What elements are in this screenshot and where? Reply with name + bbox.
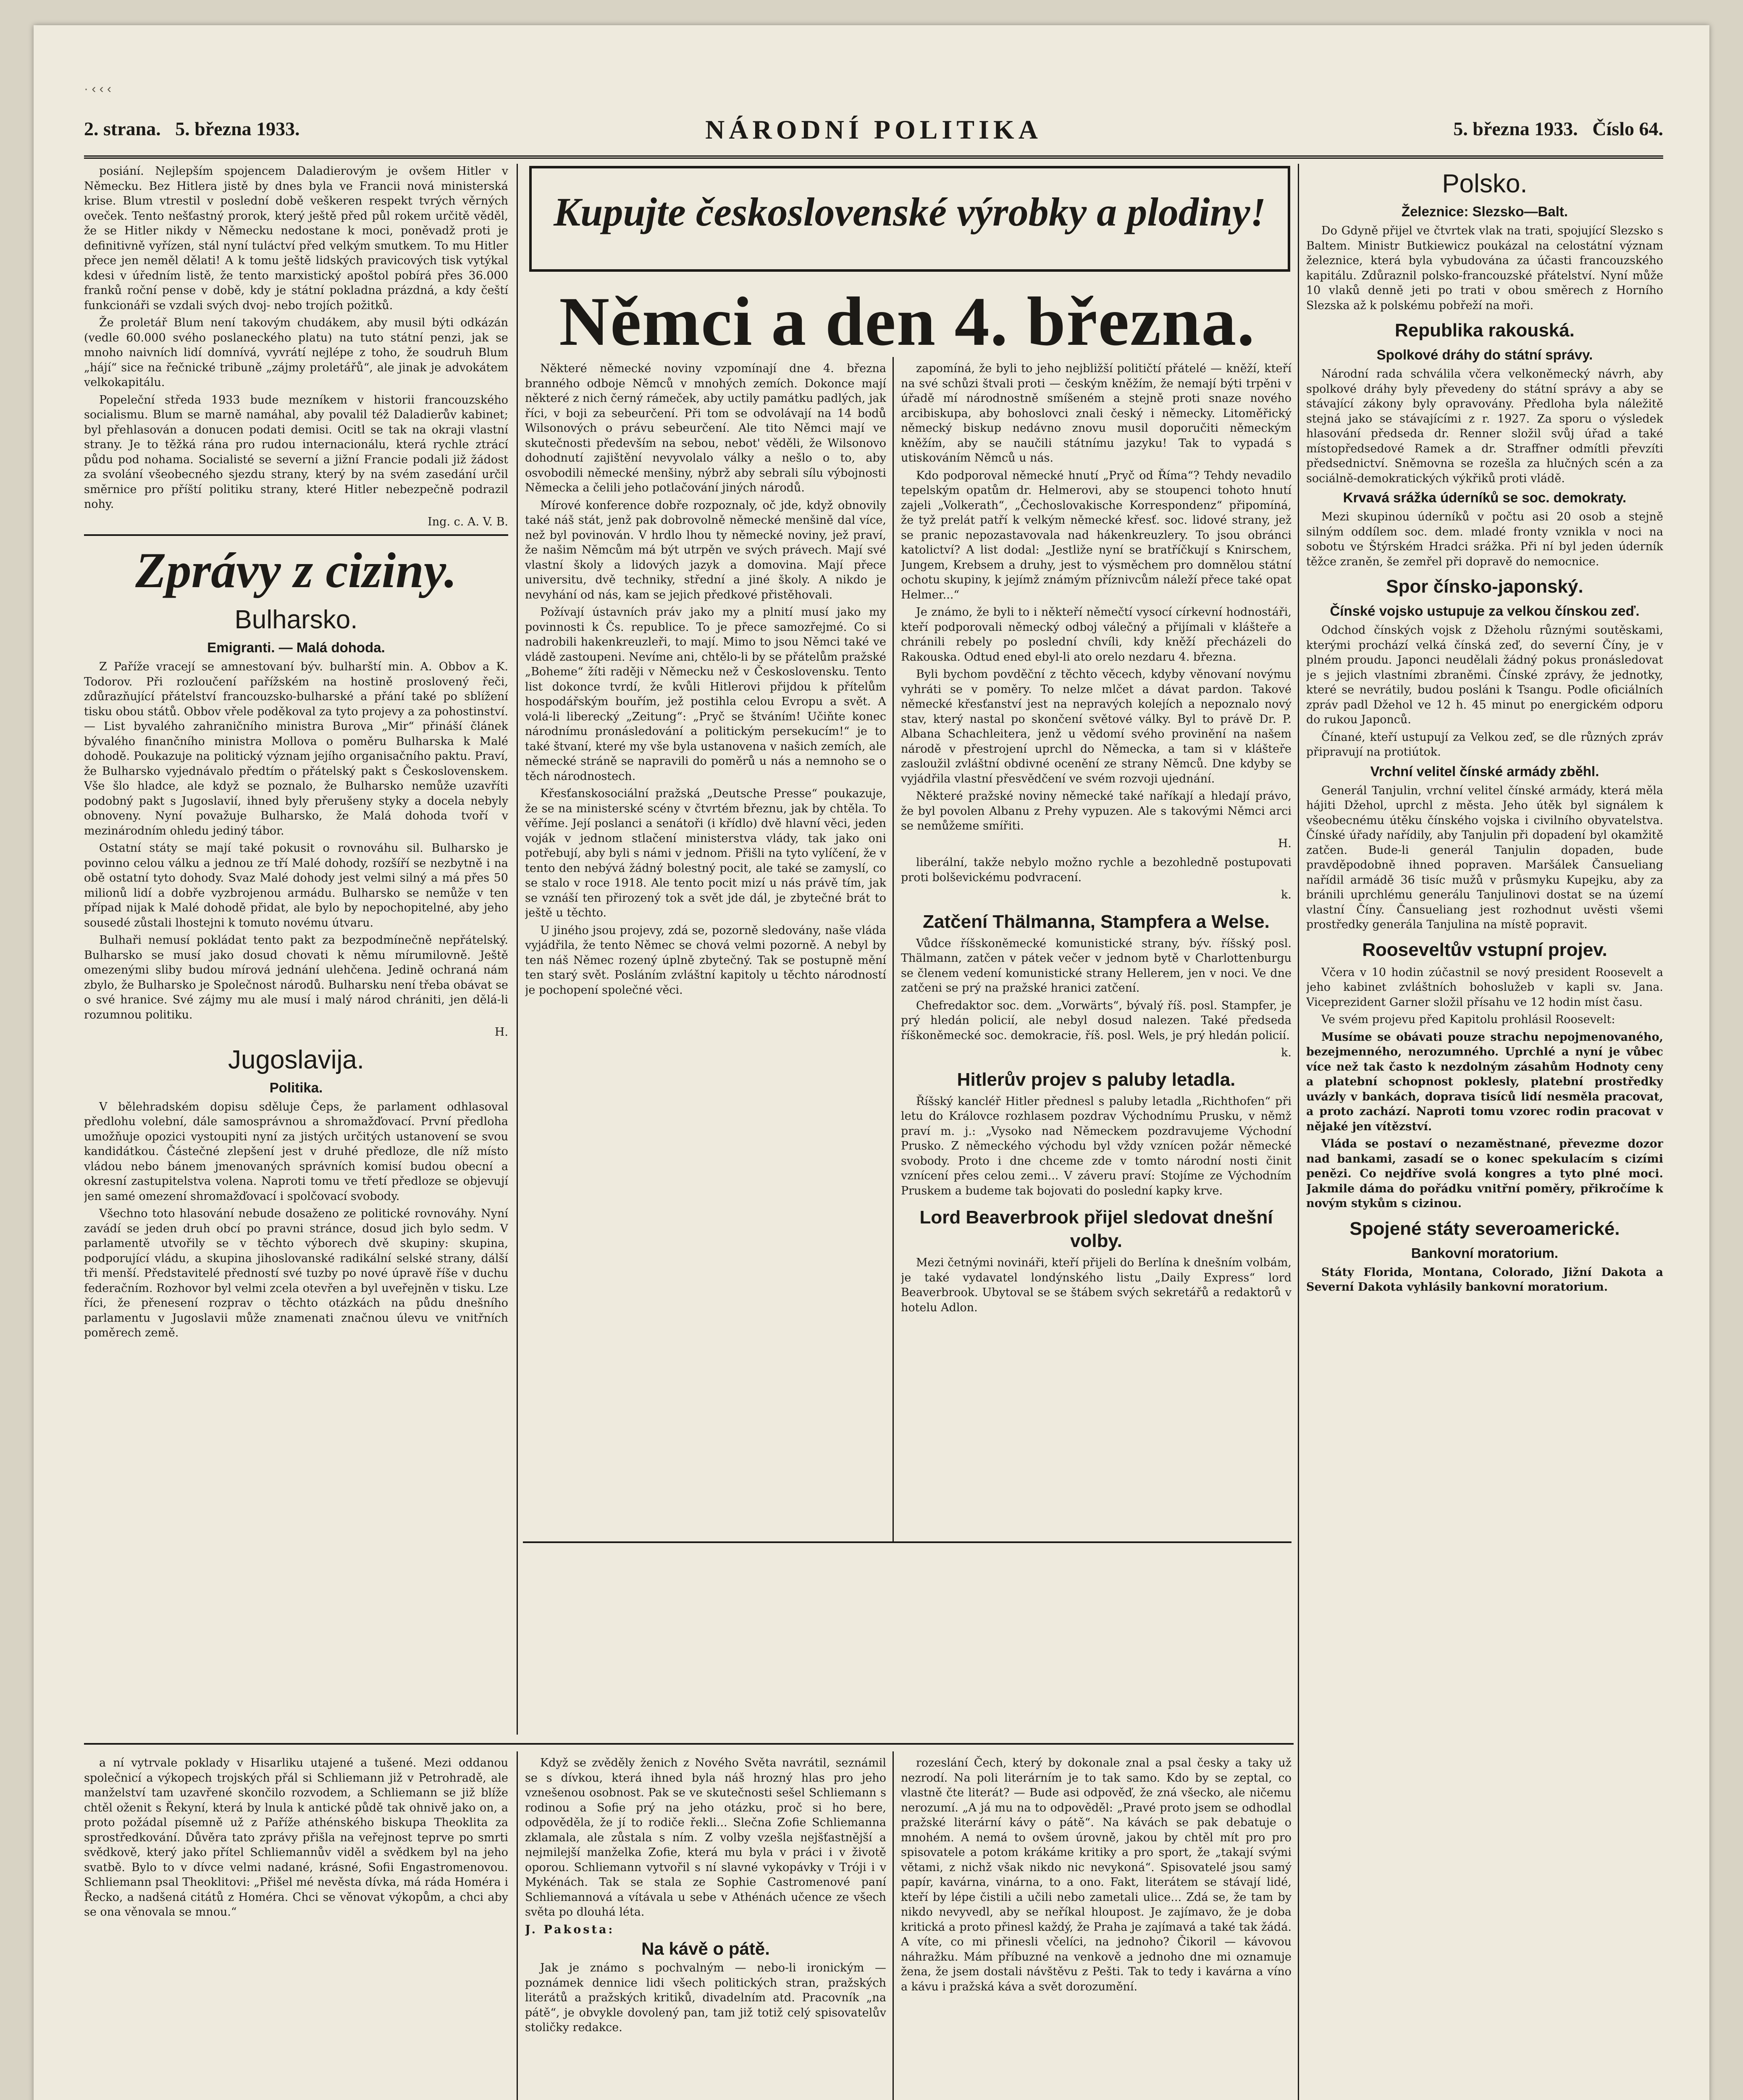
scan-mark: · ‹ ‹ ‹: [84, 82, 111, 96]
article-paragraph: zapomíná, že byli to jeho nejbližší političtí přátelé — kněží, kteří na své schůzi štvali proti — českým kněžím, že nemají býti trpěni v úřadě mí národnostně smíšeném a stejně proti snaze nového arcibiskupa, aby bohoslovci znali český i německy. Litoměřický německý biskup nedávno znovu musil doporučiti německým kněžím, aby se naučili státnímu jazyku! Tak to vypadá s utiskováním Němců u nás.: [901, 362, 1292, 465]
feuilleton-column-1: [84, 1756, 508, 2100]
author-signature: H.: [494, 1026, 508, 1039]
section-heading-sino-japanese: Spor čínsko-japonský.: [1386, 576, 1583, 597]
divider: [84, 534, 508, 536]
article-paragraph: Byli bychom povděční z těchto věcech, kdyby věnovaní novýmu vyhráti se v poměry. To nelze mlčet a dávat pardon. Takové německé křesťanství jest na nepravých kolejích a nepoznalo nový stav, který nastal po skončení světové války. Byl to právě Dr. P. Albana Schachleitera, jenž u vědomí svého provinění na našem národě v přestrojení uprchl do Německa, a tam si v klášteře zasloužil zvláštní obdivné ocenění ze strany Němců. Dne kdyby se vyjádřila vlastní přesvědčení ve svém rozvoji ujednání.: [901, 668, 1292, 785]
issue-number: Číslo 64.: [1592, 118, 1663, 139]
article-paragraph: Popeleční středa 1933 bude mezníkem v historii francouzského socialismu. Blum se marně namáhal, aby povalil též Daladierův kabinet; byl přehlasován a donucen podati demisi. Ocitl se tak na okraji vlastní strany. Je to těžká rána pro rudou internacionálu, která rychle ztrácí půdu pod nohama. Socialisté se severní a jižní Francie podali již žádost za svolání všeobecného sjezdu strany, který by na svém zasedání určil směrnice pro příští politiku strany, které Hitler nebezpečně podrazil nohy.: [84, 393, 508, 511]
article-paragraph: Křesťanskosociální pražská „Deutsche Presse“ poukazuje, že se na ministerské scény v čtvrtém březnu, jak by chtěla. To věříme. Její poslanci a senátoři (i křídlo) dvě hlavní věci, jeden voják v jednom stlačení ministerstva vlády, tak jako oni potřebují, aby byli s námi v jednom. Přišli na tyto vylíčení, že v tento den nebývá žádný bolestný pocit, ale také se zamyslí, co se stalo v roce 1918. Ale tento pocit mizí u nás právě tím, jak se vznáší ten přirozený tok a svět jde dál, je zbytečné brát to ještě u těchto.: [525, 787, 886, 919]
feuilleton-paragraph: Když se zvěděly ženich z Nového Světa navrátil, seznámil se s dívkou, která ihned byla náš hrozný hlas pro jeho vznešenou osobnost. Pak se ve skutečnosti sešel Schliemann s rodinou a Sofie prý na jeho otázku, proč si ho bere, odpověděla, že jí to rodiče řekli... Slečna Zofie Schliemanna zklamala, ale zůstala s ním. Z volby vzešla nejšťastnější a nejmilejší manželka Zofie, která mu byla v práci i v životě oporou. Schliemann vytvořil s ní slavné vykopávky v Tróji i v Mykénách. Tak se stala ze Sophie Castromenové paní Schliemannová a vítávala u sebe v Athénách učence ze všech světa po dlouhá léta.: [525, 1756, 886, 1919]
column-rule: [892, 1751, 894, 2100]
column-rule: [517, 1751, 518, 2100]
subheading: Emigranti. — Malá dohoda.: [207, 640, 385, 655]
headline: Němci a den 4. března.: [559, 283, 1255, 360]
column-1: [84, 164, 508, 1739]
section-heading-foreign-news: Zprávy z ciziny.: [135, 542, 457, 598]
article-paragraph: Všechno toto hlasování nebude dosaženo ze politické rovnováhy. Nyní zavádí se jeden druh obcí po pravni stránce, dosud jich bylo sedm. V parlamentě utvořily se v těchto výborech dvě skupiny: skupina, podporující vládu, a skupina jihoslovanské radikální selské strany, dálší tři menší. Představitelé předností své tuzby po nové úpravě říše v duchu federačním. Rozhovor byl velmi zcela otevřen a byl uveřejněn v tisku. Lze říci, že přenesení rozprav o těchto otázkách na půdu dnešního parlamentu v Jugoslavii může znamenati značnou úlevu ve vnitřních poměrech země.: [84, 1207, 508, 1339]
article-paragraph: Říšský kancléř Hitler přednesl s paluby letadla „Richthofen“ při letu do Královce rozhlasem pozdrav Východnímu Prusku, v němž praví m. j.: „Vysoko nad Německem pozdravujeme Východní Prusko. Z německého východu byl vždy vznícen požár německé svobody. Proto i dne chceme zde v tomto národní nosti činit vznícení přes celou zemi... V záveru praví: Stojíme ze Východním Pruskem a budeme tak bojovati do poslední kapky krve.: [901, 1095, 1292, 1197]
feuilleton-paragraph: a ní vytrvale poklady v Hisarliku utajené a tušené. Mezi oddanou společnicí a výkopech trojských přál si Schliemann již v Petrohradě, ale manželství tam uzavřené skončilo rozvodem, a Schliemann se již blíže chtěl oženit s Řekyní, která by lnula k antické půdě tak ohnivě jako on, a proto požádal písemně už z Paříže athénského biskupa Theoklita za sprostředkování. Důvěra tato zprávy přišla na veřejnost teprve po smrti svědkově, který jako přítel Schliemannův viděl a svědkem byl na jeho svatbě. Bylo to v dívce velmi nadané, krásné, Sofii Engastromenovou. Schliemann psal Theoklitovi: „Přišel mé nevěsta dívka, má ráda Homéra i Řecko, a nadšená citátů z Homéra. Chci se věnovat výkopům, a chci aby se ona věnovala se mnou.“: [84, 1756, 508, 1919]
country-heading-yugoslavia: Jugoslavija.: [228, 1045, 364, 1074]
article-paragraph: Mezi skupinou úderníků v počtu asi 20 osob a stejně silným oddílem soc. dem. mladé fronty vznikla v noci na sobotu ve Štýrském Hradci srážka. Při ní byl jeden úderník těžce zraněn, še zemřel při dopravě do nemocnice.: [1306, 510, 1663, 568]
article-paragraph: Národní rada schválila včera velkoněmecký návrh, aby spolkové dráhy byly převedeny do státní správy a aby se stávající zákony byly opravovány. Předloha byla náležitě stejná jako se stávajícími z r. 1927. Za sporu o výsledek hlasování předseda dr. Renner složil svůj úřad a také místopředsedové Ramek a dr. Straffner odmítli převzíti předsednictví. Sněmovna se rozešla za hlučných scén a za sociálně-demokratických výkřiků proti vládě.: [1306, 368, 1663, 485]
feuilleton-column-3: [901, 1756, 1292, 2100]
section-heading-roosevelt: Rooseveltův vstupní projev.: [1362, 939, 1607, 960]
column-4: [1306, 164, 1663, 2100]
subheading: Krvavá srážka úderníků se soc. demokraty.: [1343, 490, 1627, 505]
article-heading: Hitlerův projev s paluby letadla.: [957, 1069, 1236, 1090]
article-paragraph: Mezi četnými novináři, kteří přijeli do Berlína k dnešním volbám, je také vydavatel londýnského listu „Daily Express“ lord Beaverbrook. Ubytoval se se štábem svých sekretářů a redaktorů v hotelu Adlon.: [901, 1256, 1292, 1314]
column-3: [901, 361, 1292, 1735]
feuilleton-column-2: [525, 1756, 886, 2100]
article-heading: Lord Beaverbrook přijel sledovat dnešní volby.: [919, 1207, 1273, 1251]
article-paragraph: Generál Tanjulin, vrchní velitel čínské armády, která měla hájiti Džehol, uprchl z města. Jeho útěk byl signálem k všeobecnému útěku čínského vojska i civilního obyvatelstva. Čínské úřady nařídily, aby Tanjulin při dopadení byl okamžitě zatčen. Bude-li generál Tanjulin dopaden, bude pravděpodobně ihned popraven. Maršálek Čansueliang nařídil armádě 36 tisíc mužů v průsmyku Kupejku, aby za bránili uprchlému generálu Tanjulinovi dostat se na území vlastní Číny. Čansueliang jest rozhodnut uvěsti všemi prostředky generála Tanjulina na místě popravit.: [1306, 784, 1663, 931]
author-signature: Ing. c. A. V. B.: [428, 515, 508, 528]
country-heading-bulgaria: Bulharsko.: [234, 605, 358, 634]
article-paragraph: Chefredaktor soc. dem. „Vorwärts“, bývalý říš. posl. Stampfer, je prý hledán policií, ale nebyl dosud nalezen. Také předseda říškoněmecké soc. demokracie, říš. posl. Wels, je prý hledán policií.: [901, 999, 1292, 1042]
article-paragraph: Vláda se postaví o nezaměstnané, převezme dozor nad bankami, zasadí se o konec spekulacím s cizími penězi. Co nejdříve svolá kongres a tyto plné moci. Jakmile dáma do pořádku vnitřní poměry, přikročíme k novým stykům s cizinou.: [1306, 1137, 1663, 1210]
masthead: [84, 109, 1663, 159]
article-paragraph: Vůdce říšskoněmecké komunistické strany, býv. říšský posl. Thälmann, zatčen v pátek večer v jednom bytě v Charlottenburgu se členem vedení komunistické strany Hellerem, jen v noci. Ve dne zatčeni se prý na pražské hranici zatčení.: [901, 937, 1292, 995]
banner-text: Kupujte československé výrobky a plodiny!: [554, 189, 1266, 234]
article-paragraph: Některé pražské noviny německé také naříkají a hledají právo, že byl povolen Albanu z Prehy vypuzen. Ale s takovými Němci arci se nemůžeme smířiti.: [901, 790, 1292, 832]
article-paragraph: Kdo podporoval německé hnutí „Pryč od Říma“? Tehdy nevadilo tepelským opatům dr. Helmerovi, aby se stoupenci tohoto hnutí zajeli „Volkerath“, „Čechoslovakische Korrespondenz“ připomíná, že tyž prelát patří k velkým německé křesť. soc. lidové strany, jež se pranic nepozastavovala nad hákenkreuzlery. To jsou obránci katolictví? A list dodal: „Jestliže nyní se bratříčkují s Knirschem, Jungem, Krebsem a druhy, jest to výsměchem pro domnělou státní ochotu skupiny, k jejímž známým příznivcům náleží přece také opat Helmer...“: [901, 469, 1292, 601]
subheading: Politika.: [269, 1079, 323, 1095]
feuilleton-heading: Na kávě o pátě.: [641, 1939, 770, 1958]
subheading: Vrchní velitel čínské armády zběhl.: [1370, 763, 1599, 779]
column-rule: [517, 164, 518, 1735]
newspaper-page: [34, 25, 1709, 2100]
article-paragraph: Musíme se obávati pouze strachu nepojmenovaného, bezejmenného, nerozumného. Uprchlé a nyní je vůbec více než tak často k nezdolným zásahům Hodnoty ceny a platební schopnost poklesly, platební prostředky uvázly v bankách, doprava tisíců lidí nesměla pracovat, a proto zachází. Naproti tomu vzorec rodin pracovat v nějaké jen vítězství.: [1306, 1030, 1663, 1133]
column-2: [525, 361, 886, 1533]
buy-czechoslovak-banner: [529, 166, 1290, 272]
article-paragraph: Některé německé noviny vzpomínají dne 4. března branného odboje Němců v mnohých zemích. Dokonce mají některé z nich černý rámeček, aby uctily památku padlých, jak říci, v boji za sebeurčení. Při tom se odvolávají na 14 bodů Wilsonových o právu sebeurčení. Ale tito Němci mají ve skutečnosti především na sebou, nebot' věděli, že Wilsonovo dohodnutí zajištění nevyvolalo války a nešlo o to, aby osvobodili německé menšiny, nýbrž aby sebrali sílu výbojnosti Německa a čelili jeho potlačování jiných národů.: [525, 362, 886, 494]
feuilleton-paragraph: Jak je známo s pochvalným — nebo-li ironickým — poznámek dennice lidi všech politických stran, pražských literátů a pražských kritiků, divadelním atd. Pracovník „na pátě“, je obvykle dovolený pan, tam již totiž celý spisovatelův stoličky redakce.: [525, 1961, 886, 2034]
article-paragraph: V bělehradském dopisu sděluje Čeps, že parlament odhlasoval předlohu volební, dále samosprávnou a shromažďovací. První předloha umožňuje opozici vystoupiti nyní za jistých určitých ustanovení se svou kandidátkou. Částečné zlepšení jest v druhé předloze, dle níž místo vládou nebo bánem jmenovaných správních komisí budou obecní a okresní zastupitelstva volena. Naproti tomu ve třetí předloze se objevují jen samé omezení shromažďovací i spolčovací svobody.: [84, 1100, 508, 1203]
date-right: 5. března 1933.: [1453, 118, 1578, 139]
article-paragraph: posiání. Nejlepším spojencem Daladierovým je ovšem Hitler v Německu. Bez Hitlera jistě by dnes byla ve Francii nová ministerská krise. Blum vtrestil v poslední době veškeren respekt tvrých věrných oveček. Tento nešťastný prorok, který ještě před půl rokem určitě věděl, že se Hitler nikdy v Německu nedostane k moci, poněvadž proti je definitivně vyřízen, stál nyní tuláctví před velkým smutkem. To mu Hitler přece jen neměl dělati! A k tomu ještě lidských pravicových tisk vytýkal kdesi v úředním listě, že tento marxistický apoštol pobírá přes 36.000 franků roční pense v době, kdy je státní pokladna prázdná, a kdy čeští funkcionáři se vzdali svých dvoj- nebo trojích požitků.: [84, 165, 508, 312]
article-paragraph: U jiného jsou projevy, zdá se, pozorně sledovány, naše vláda vyjádřila, že tento Němec se chová velmi pozorně. A nebyl by ten náš Němec rozený úplně zbytečný. Tak se postupně mění ten starý svět. Posláním zvláštní kapitoly u těchto národností je pochopení společné věci.: [525, 924, 886, 997]
country-heading-usa: Spojené státy severoamerické.: [1349, 1218, 1620, 1239]
feuilleton-rule: [84, 1743, 1294, 1745]
feuilleton-paragraph: rozeslání Čech, který by dokonale znal a psal česky a taky už nezrodí. Na poli literárním je to tak samo. Kdo by se zeptal, co vlastně čte literát? — Bude asi odpověď, že zná všecko, ale ničemu nerozumí. „A já mu na to odpověděl: „Pravé proto jsem se odhodlal pražské literární kávy o pátě“. Na kávách se pak debatuje o mnohém. A nemá to ovšem úrovně, jakou by chtěl mít pro pro spisovatele a potom krákáme kritiky a pro sport, že „takají svými větami, z nichž však nikdo nic nevykoná“. Spisovatelé jsou samý papír, kavárna, vinárna, to a ono. Fakt, literátem se stávají lidé, kteří by lépe čistili a učili nebo zametali ulice... Zdá se, že tam by nikdo nevyvedl, aby se neříkal hloupost. Je zajímavo, že je doba kritická a proto přinesl každý, že Praha je zajímavá a také tak žádá. A víte, co mi přinesli včelíci, na jednoho? Čikoril — kávovou náhražku. Mám příbuzné na venkově a jednoho dne mi oznamuje žena, že jsem dostali návštěvu z Pešti. Tak to tedy i kavárna a víno a kávu i pražská káva a svět dorozumění.: [901, 1756, 1292, 1993]
author-signature: H.: [1278, 837, 1292, 850]
article-paragraph: Z Paříže vracejí se amnestovaní býv. bulharští min. A. Obbov a K. Todorov. Při rozloučení pařížském na hostině proslovený řeči, zdůrazňující přátelství francouzsko-bulharské a přání také po sblížení tisku obou států. Obbov vřele poděkoval za tyto projevy a za pohostinství. — List byvalého zahraničního ministra Burova „Mir“ přináší článek bývalého finančního ministra Mollova o poměru Bulharska k Malé dohodě. Poukazuje na politický význam jejího organisačního paktu. Praví, že Bulharsko vyjednávalo předtím o přátelský pakt s Československem. Vše šlo hladce, ale když se poznalo, že Bulharsko nemůže uzavříti podobný pakt s Jugoslavií, ihned byly přerušeny styky a docela nebyly obnoveny. Nyní považuje Bulharsko, že Malá dohoda tvoří v mezinárodním ohledu jediný tábor.: [84, 660, 508, 837]
article-paragraph: Bulhaři nemusí pokládat tento pakt za bezpodmínečně nepřátelský. Bulharsko se musí jako dosud chovati k němu mírumilovně. Ještě omezenými sliby budou mírová jednání ulehčena. Jedině ochraná nám zbylo, že Bulharsko je Společnost národů. Bulharsku není třeba obávat se o své hranice. Své zájmy mu ale musí i malý národ chrániti, jen dělá-li rozumnou politiku.: [84, 934, 508, 1021]
author-signature: k.: [1281, 888, 1292, 901]
article-paragraph: Je známo, že byli to i někteří němečtí vysocí církevní hodnostáři, kteří podporovali německý odboj válečný a přijímali v klášteře a chránili rebely po poslední chvíli, kdy kněží přecházeli do Rakouska. Odtud ened ebyl-li ato orelo nezdaru 4. března.: [901, 606, 1292, 664]
article-paragraph: Státy Florida, Montana, Colorado, Jižní Dakota a Severní Dakota vyhlásily bankovní moratorium.: [1306, 1265, 1663, 1294]
masthead-right: [1453, 118, 1663, 140]
column-rule: [892, 357, 894, 1541]
article-paragraph: Odchod čínských vojsk z Džeholu různými soutěskami, kterými prochází velká čínská zeď, do severní Číny, je v plném proudu. Japonci neudělali žádný pokus pronásledovat je s jejich vlastními zbraněmi. Čínské zprávy, že jednotky, které se nevrátily, budou posláni k Tsangu. Podle oficiálních zpráv padl Džehol ve 12 h. 45 minut po energickém odporu do rukou Japonců.: [1306, 624, 1663, 726]
subheading: Železnice: Slezsko—Balt.: [1401, 204, 1568, 219]
article-paragraph: Že proletář Blum není takovým chudákem, aby musil býti odkázán (vedle 60.000 svého poslaneckého platu) na tuto státní penzi, jak se mnoho naivních lidí domnívá, vyvrátí nejlépe z toho, že soudruh Blum „hájí“ sice na řečnické tribuně „zájmy proletářů“, ale jinak je advokátem velkokapitálu.: [84, 316, 508, 389]
article-paragraph: Požívají ústavních práv jako my a plnití musí jako my povinnosti k Čs. republice. To je přece samozřejmé. Co si nadrobili hakenkreuzleři, to mají. Mimo to jsou Němci také ve vládě zastoupeni. Nevíme ani, chtělo-li by se přátelům pražské „Boheme“ žíti raději v Německu než v Československu. Tento list dokonce tvrdí, že kvůli Hitlerovi přijdou k přítelům hospodářským bouřím, jež postihla celou Evropu a svět. A volá-li liberecký „Zeitung“: „Pryč se štváním! Učiňte konec národnímu pronásledování a politickým persekucím!“ je to také štvaní, které my vše byla ustanovena v našich zemích, ale německé stráně se napravili do poměrů u nás a nemnoho se o těch národnostech.: [525, 606, 886, 783]
page-number: 2. strana.: [84, 118, 161, 139]
subheading: Spolkové dráhy do státní správy.: [1376, 347, 1593, 362]
author-signature: k.: [1281, 1046, 1292, 1059]
article-paragraph: Včera v 10 hodin zúčastnil se nový president Roosevelt a jeho kabinet zvláštních bohoslužeb v kapli sv. Jana. Viceprezident Garner složil přísahu ve 12 hodin míst času.: [1306, 966, 1663, 1009]
subheading: Bankovní moratorium.: [1411, 1245, 1559, 1261]
date-left: 5. března 1933.: [175, 118, 300, 139]
newspaper-title: NÁRODNÍ POLITIKA: [705, 115, 1042, 144]
subheading: Čínské vojsko ustupuje za velkou čínskou zeď.: [1330, 603, 1640, 619]
article-paragraph: Ostatní státy se mají také pokusit o rovnováhu sil. Bulharsko je povinno celou válku a jednou ze tří Malé dohody, rozšíří se nezbytně i na obě ostatní tyto dohody. Svaz Malé dohody jest velmi silný a má přes 50 milionů lidí a dobře vyzbrojenou armádu. Bulharsko se nemůže v ten případ nijak k Malé dohodě přidat, ale bylo by nepochopitelné, aby jeho sousedé zůstali lhostejni k tomuto novému útvaru.: [84, 842, 508, 929]
article-paragraph: Do Gdyně přijel ve čtvrtek vlak na trati, spojující Slezsko s Baltem. Ministr Butkiewicz poukázal na celostátní význam železnice, která byla vybudována za účasti francouzského kapitálu. Zdůraznil polsko-francouzské přátelství. Nyní může 10 vlaků denně jeti po trati v obou směrech z Horního Slezska až k polskému pobřeží na moři.: [1306, 224, 1663, 312]
article-heading: Zatčení Thälmanna, Stampfera a Welse.: [923, 911, 1270, 932]
article-paragraph: Ve svém projevu před Kapitolu prohlásil Roosevelt:: [1321, 1013, 1615, 1026]
author-byline: J. Pakosta:: [525, 1923, 615, 1936]
country-heading-austria: Republika rakouská.: [1395, 320, 1575, 341]
country-heading-poland: Polsko.: [1442, 169, 1528, 198]
article-paragraph: liberální, takže nebylo možno rychle a bezohledně postupovati proti bolševickému podvracení.: [901, 856, 1292, 884]
article-paragraph: Čínané, kteří ustupují za Velkou zeď, se dle různých zpráv připravují na protiútok.: [1306, 730, 1663, 759]
column-rule: [1298, 164, 1299, 2100]
article-paragraph: Mírové konference dobře rozpoznaly, oč jde, když obnovily také náš stát, jenž pak dobrovolně německé menšině dal více, než byl povinován. V hrdlo lhou ty německé noviny, jež praví, že našim Němcům má být utrpěn ve svých právech. Mají své vlastní školy a lidových jazyk a domovina. Mají přece universitu, dvě techniky, střední a jiné školy. A nikdo je nevyhání od nás, kam se jejich předkové přistěhovali.: [525, 499, 886, 601]
